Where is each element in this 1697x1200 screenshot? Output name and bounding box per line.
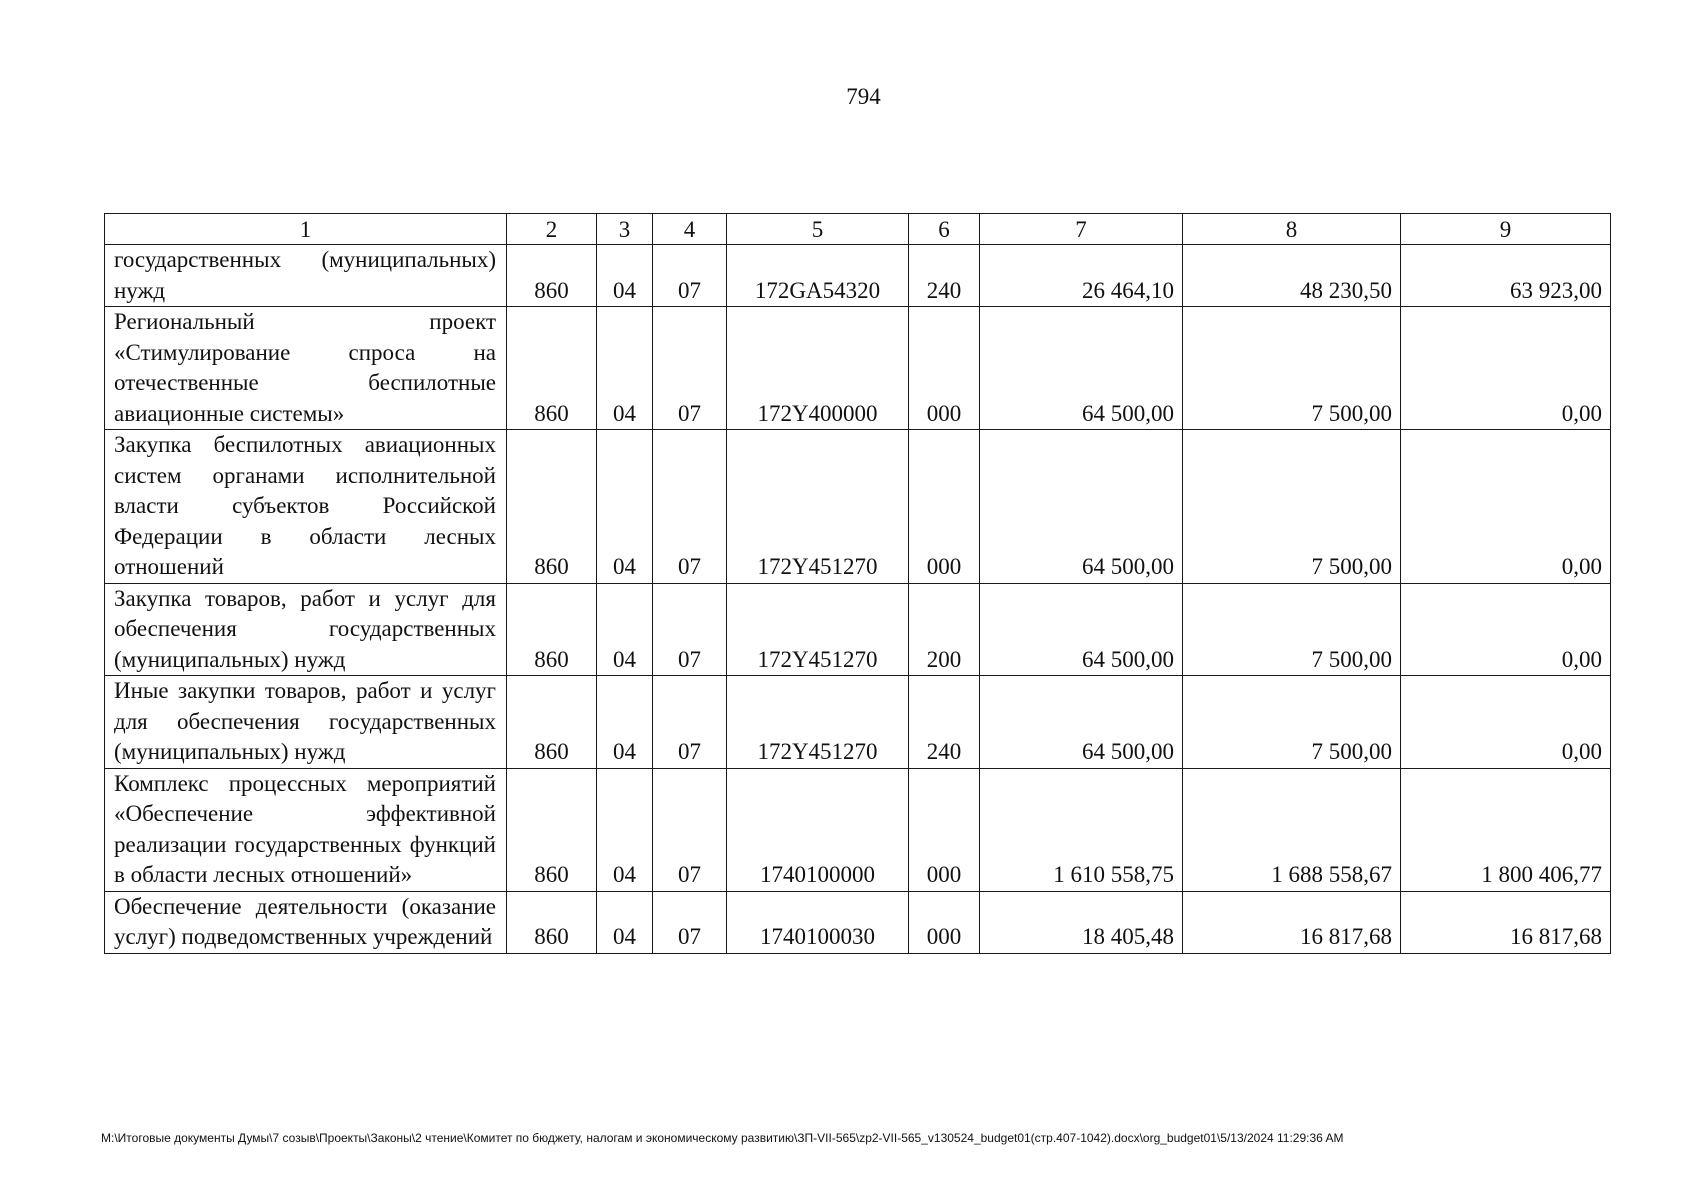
header-row [105, 214, 1611, 245]
cell-col8: 48 230,50 [1183, 245, 1401, 307]
column-header-8: 8 [1183, 214, 1401, 245]
cell-col7: 64 500,00 [980, 307, 1183, 430]
row-name: Закупка беспилотных авиационных систем органами исполнительной власти субъектов Российской Федерации в области лесных отношений [105, 430, 507, 584]
cell-col9: 0,00 [1401, 307, 1611, 430]
row-name: государственных (муниципальных) нужд [105, 245, 507, 307]
column-header-5: 5 [727, 214, 909, 245]
cell-col3: 04 [597, 430, 653, 584]
cell-col6: 000 [909, 430, 980, 584]
cell-col7: 18 405,48 [980, 891, 1183, 953]
cell-col6: 000 [909, 768, 980, 891]
document-path-footer: M:\Итоговые документы Думы\7 созыв\Проекты\Законы\2 чтение\Комитет по бюджету, налогам и экономическому развитию\ЗП-VII-565\zp2-VII-565_v130524_budget01(стр.407-1042).docx\org_budget01\5/13/2024 11:29:36 AM [101, 1131, 1344, 1145]
cell-col2: 860 [507, 768, 597, 891]
cell-col7: 64 500,00 [980, 583, 1183, 676]
table-row [105, 676, 1611, 769]
row-name: Закупка товаров, работ и услуг для обеспечения государственных (муниципальных) нужд [105, 583, 507, 676]
cell-col4: 07 [653, 768, 727, 891]
cell-col3: 04 [597, 307, 653, 430]
cell-col6: 000 [909, 307, 980, 430]
cell-col5: 172Y451270 [727, 583, 909, 676]
cell-col8: 7 500,00 [1183, 307, 1401, 430]
cell-col2: 860 [507, 583, 597, 676]
table-row [105, 307, 1611, 430]
cell-col5: 1740100030 [727, 891, 909, 953]
budget-table [104, 213, 1611, 954]
cell-col9: 0,00 [1401, 583, 1611, 676]
table-row [105, 768, 1611, 891]
cell-col5: 172Y451270 [727, 676, 909, 769]
table-row [105, 583, 1611, 676]
cell-col2: 860 [507, 891, 597, 953]
cell-col4: 07 [653, 307, 727, 430]
cell-col4: 07 [653, 891, 727, 953]
cell-col6: 240 [909, 676, 980, 769]
column-header-7: 7 [980, 214, 1183, 245]
column-header-4: 4 [653, 214, 727, 245]
cell-col8: 7 500,00 [1183, 430, 1401, 584]
cell-col4: 07 [653, 245, 727, 307]
cell-col7: 64 500,00 [980, 676, 1183, 769]
cell-col5: 172Y400000 [727, 307, 909, 430]
cell-col3: 04 [597, 676, 653, 769]
column-header-9: 9 [1401, 214, 1611, 245]
column-header-2: 2 [507, 214, 597, 245]
cell-col2: 860 [507, 245, 597, 307]
cell-col3: 04 [597, 583, 653, 676]
cell-col7: 64 500,00 [980, 430, 1183, 584]
cell-col2: 860 [507, 307, 597, 430]
cell-col3: 04 [597, 245, 653, 307]
cell-col7: 26 464,10 [980, 245, 1183, 307]
cell-col9: 0,00 [1401, 676, 1611, 769]
cell-col2: 860 [507, 430, 597, 584]
column-header-1: 1 [105, 214, 507, 245]
cell-col9: 0,00 [1401, 430, 1611, 584]
cell-col9: 63 923,00 [1401, 245, 1611, 307]
cell-col4: 07 [653, 430, 727, 584]
column-header-3: 3 [597, 214, 653, 245]
cell-col3: 04 [597, 891, 653, 953]
row-name: Обеспечение деятельности (оказание услуг) подведомственных учреждений [105, 891, 507, 953]
cell-col6: 240 [909, 245, 980, 307]
page-number: 794 [846, 84, 881, 109]
cell-col4: 07 [653, 676, 727, 769]
table-row [105, 891, 1611, 953]
row-name: Региональный проект «Стимулирование спроса на отечественные беспилотные авиационные системы» [105, 307, 507, 430]
cell-col9: 1 800 406,77 [1401, 768, 1611, 891]
column-header-6: 6 [909, 214, 980, 245]
cell-col7: 1 610 558,75 [980, 768, 1183, 891]
cell-col3: 04 [597, 768, 653, 891]
row-name: Иные закупки товаров, работ и услуг для обеспечения государственных (муниципальных) нужд [105, 676, 507, 769]
cell-col6: 000 [909, 891, 980, 953]
cell-col4: 07 [653, 583, 727, 676]
row-name: Комплекс процессных мероприятий «Обеспечение эффективной реализации государственных функций в области лесных отношений» [105, 768, 507, 891]
cell-col8: 16 817,68 [1183, 891, 1401, 953]
cell-col8: 1 688 558,67 [1183, 768, 1401, 891]
cell-col6: 200 [909, 583, 980, 676]
cell-col2: 860 [507, 676, 597, 769]
cell-col5: 1740100000 [727, 768, 909, 891]
cell-col5: 172Y451270 [727, 430, 909, 584]
table-row [105, 430, 1611, 584]
cell-col9: 16 817,68 [1401, 891, 1611, 953]
cell-col8: 7 500,00 [1183, 583, 1401, 676]
table-row [105, 245, 1611, 307]
cell-col8: 7 500,00 [1183, 676, 1401, 769]
cell-col5: 172GA54320 [727, 245, 909, 307]
